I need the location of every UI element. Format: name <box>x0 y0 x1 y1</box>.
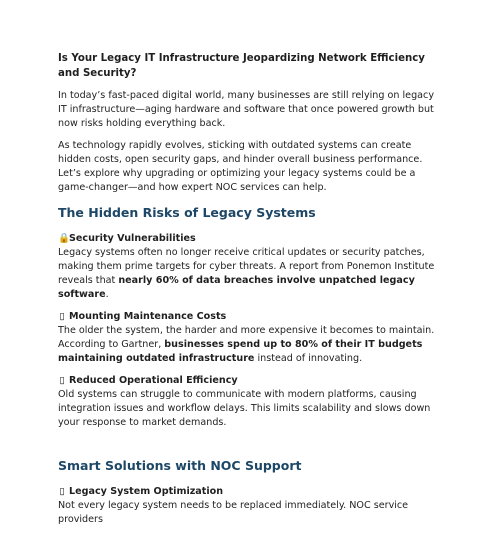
article <box>58 52 444 535</box>
risk-body-text-end: instead of innovating. <box>254 353 363 364</box>
lock-icon: 🔒 <box>58 233 70 244</box>
article-title: Is Your Legacy IT Infrastructure Jeopardizing Network Efficiency and Security? <box>58 53 425 79</box>
intro-paragraph-1: In today’s fast-paced digital world, many businesses are still relying on legacy IT infrastructure—aging hardware and software that once powered growth but now risks holding everything back. <box>58 90 434 129</box>
risk-title <box>58 310 444 324</box>
solution-body: Not every legacy system needs to be replaced immediately. NOC service providers <box>58 500 409 525</box>
missing-glyph-icon: ▯ <box>59 375 65 386</box>
risk-title-text: Security Vulnerabilities <box>69 233 196 244</box>
missing-glyph-icon: ▯ <box>59 311 65 322</box>
risk-body-text: Legacy systems often no longer receive critical updates or security patches, making them prime targets for cyber threats. A report from Ponemon Institute reveals that <box>58 247 435 286</box>
risk-body-text-end: . <box>105 289 109 300</box>
section-heading-solutions: Smart Solutions with NOC Support <box>58 458 302 473</box>
risk-body-emphasis: businesses spend up to 80% of their IT budgets maintaining outdated infrastructure <box>58 339 423 364</box>
risk-body-text: Old systems can struggle to communicate with modern platforms, causing integration issues and workflow delays. This limits scalability and slows down your response to market demands. <box>58 389 431 428</box>
missing-glyph-icon: ▯ <box>59 486 65 497</box>
risk-item-maintenance <box>58 310 444 366</box>
risk-item-efficiency <box>58 374 444 430</box>
intro-paragraph-2: As technology rapidly evolves, sticking with outdated systems can create hidden costs, open security gaps, and hinder overall business performance. Let’s explore why upgrading or optimizing your legacy systems could be a game-changer—and how expert NOC services can help. <box>58 140 423 193</box>
risk-title <box>58 232 444 246</box>
risk-body <box>58 324 444 366</box>
risk-body <box>58 388 444 430</box>
risk-body-text: The older the system, the harder and more expensive it becomes to maintain. According to Gartner, <box>58 325 435 350</box>
section-heading-risks: The Hidden Risks of Legacy Systems <box>58 205 316 220</box>
solution-item-optimization <box>58 485 444 527</box>
risk-body-emphasis: nearly 60% of data breaches involve unpatched legacy software <box>58 275 415 300</box>
solution-title <box>58 485 444 499</box>
risk-body <box>58 246 444 302</box>
risk-title <box>58 374 444 388</box>
risk-title-text: Reduced Operational Efficiency <box>69 375 238 386</box>
risk-title-text: Mounting Maintenance Costs <box>69 311 227 322</box>
risk-item-security <box>58 232 444 302</box>
solution-title-text: Legacy System Optimization <box>69 486 224 497</box>
